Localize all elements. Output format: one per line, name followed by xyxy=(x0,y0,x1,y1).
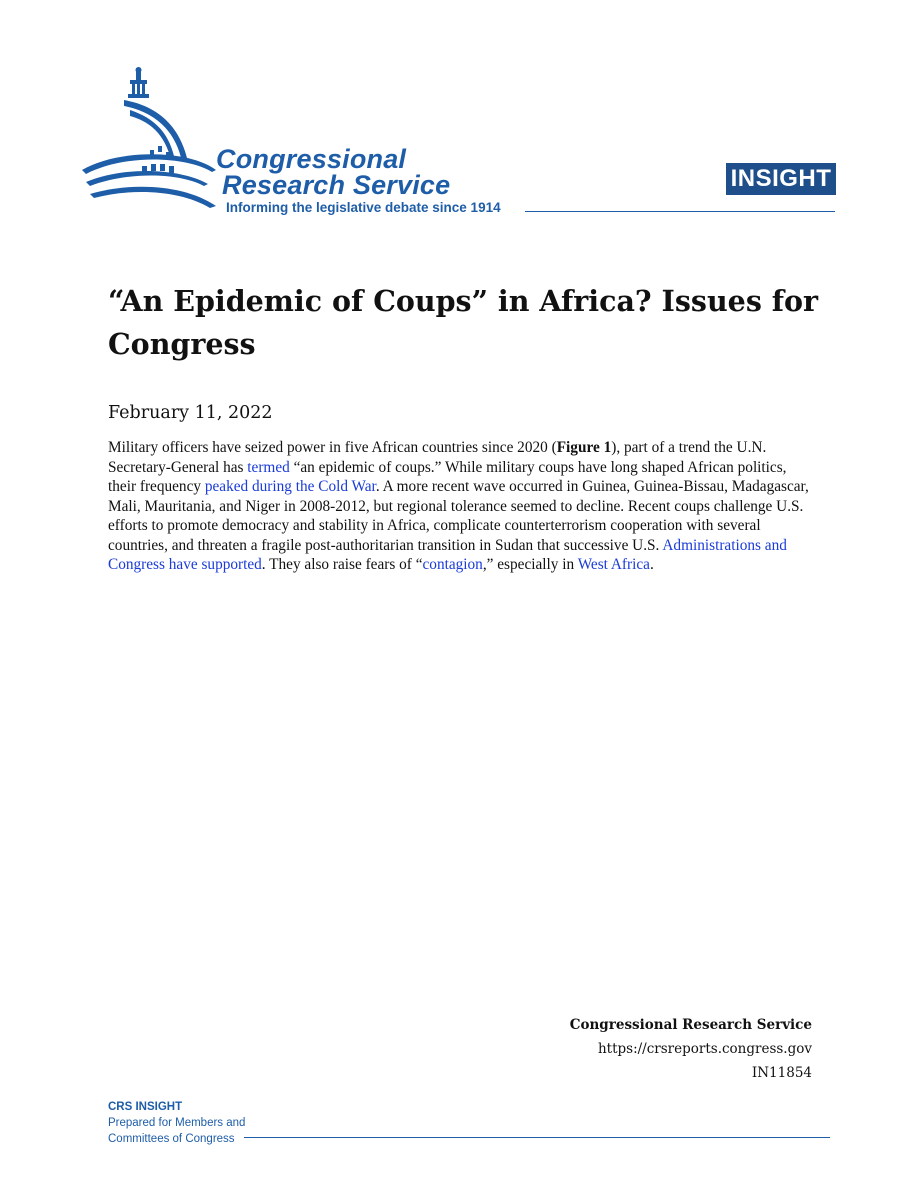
page-title: “An Epidemic of Coups” in Africa? Issues for Congress xyxy=(108,284,819,361)
report-id: IN11854 xyxy=(751,1065,812,1081)
text-run: Military officers have seized power in five African countries since 2020 ( xyxy=(108,439,557,456)
text-run: . xyxy=(649,556,654,573)
org-name-line2: Research Service xyxy=(222,170,451,200)
label-line3: Committees of Congress xyxy=(108,1133,235,1145)
link-administrations-congress[interactable]: Administrations and Congress have supported xyxy=(108,536,787,573)
footer-info xyxy=(570,1013,812,1085)
footer-divider xyxy=(244,1137,830,1138)
link-contagion[interactable]: contagion xyxy=(422,556,483,573)
label-line1: CRS INSIGHT xyxy=(108,1101,183,1113)
link-west-africa[interactable]: West Africa xyxy=(577,556,650,573)
footer-url[interactable]: https://crsreports.congress.gov xyxy=(597,1041,812,1057)
text-run: ), part of a trend the U.N. Secretary-General has xyxy=(108,439,767,476)
label-line2: Prepared for Members and xyxy=(108,1117,246,1129)
header-divider xyxy=(525,211,835,212)
capitol-dome-icon xyxy=(80,66,220,216)
crs-insight-label xyxy=(108,1099,245,1147)
link-termed[interactable]: termed xyxy=(247,458,290,476)
publication-date: February 11, 2022 xyxy=(108,403,273,423)
text-run: “an epidemic of coups.” While military coups have long shaped African politics, their frequency xyxy=(108,458,787,495)
footer-org: Congressional Research Service xyxy=(569,1017,812,1033)
org-tagline: Informing the legislative debate since 1914 xyxy=(226,200,501,215)
text-run: ,” especially in xyxy=(482,556,578,573)
crs-logo xyxy=(80,66,540,226)
insight-badge: INSIGHT xyxy=(726,163,836,195)
body-paragraph xyxy=(108,438,818,575)
text-run: . They also raise fears of “ xyxy=(261,556,423,573)
org-name-line1: Congressional xyxy=(216,144,407,174)
link-cold-war[interactable]: peaked during the Cold War xyxy=(204,478,376,495)
text-run: . A more recent wave occurred in Guinea, Guinea-Bissau, Madagascar, Mali, Mauritania, and Niger in 2008-2012, but regional tolerance seemed to decline. Recent coups challenge U.S. efforts to promote democracy and stability in Africa, complicate counterterrorism cooperation with several countries, and threaten a fragile post-authoritarian transition in Sudan that successive U.S. xyxy=(108,478,809,554)
figure-reference: Figure 1 xyxy=(556,439,612,456)
